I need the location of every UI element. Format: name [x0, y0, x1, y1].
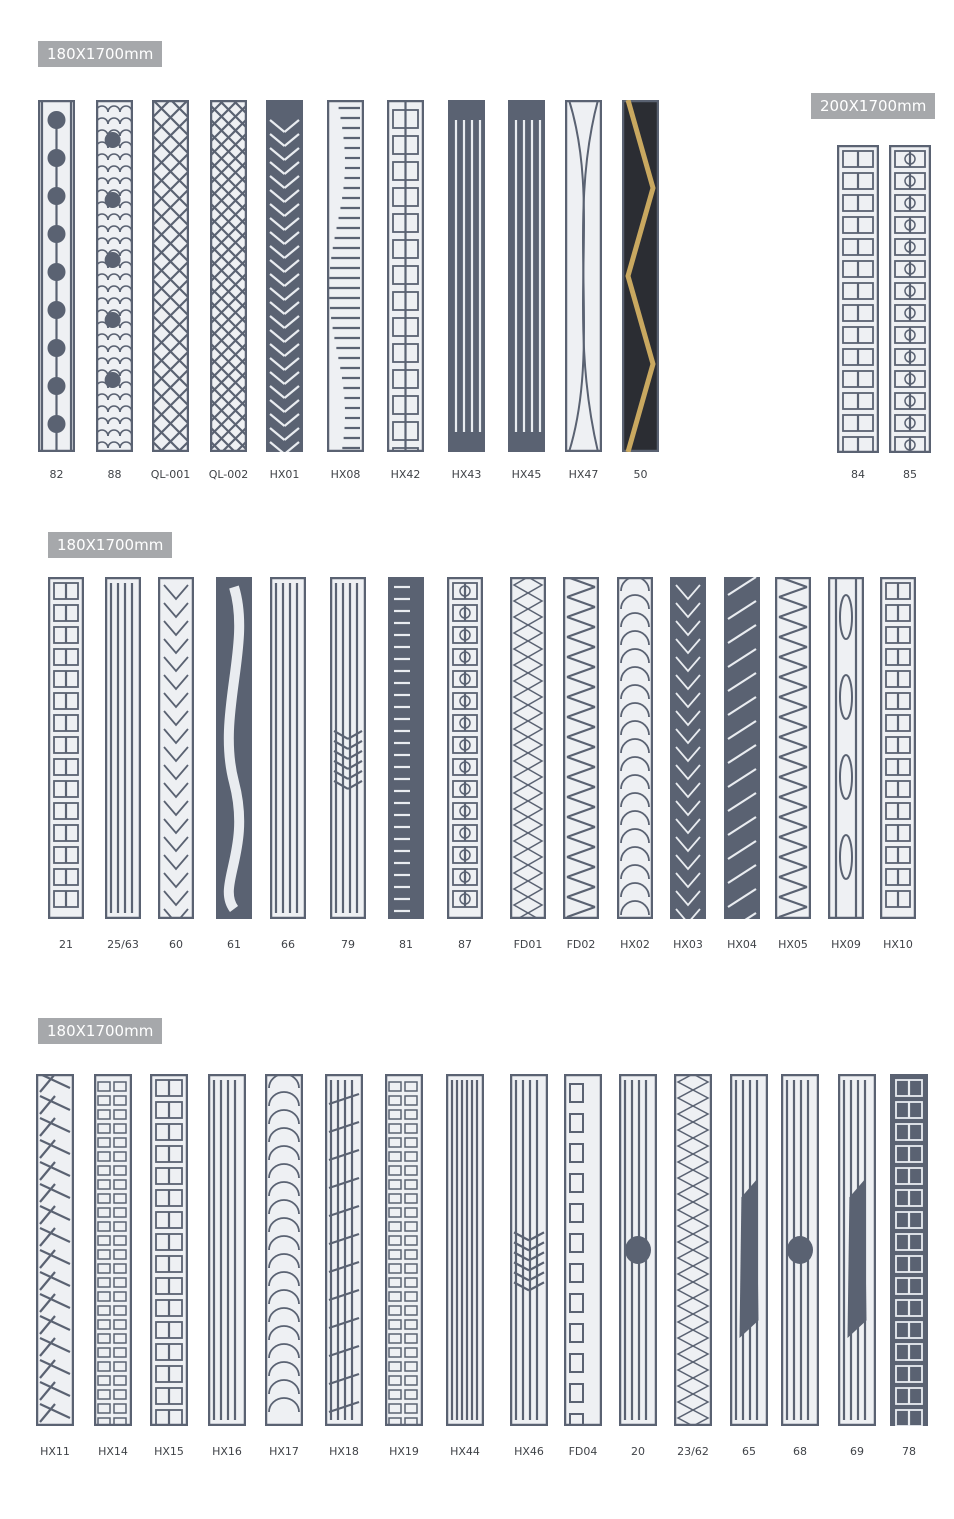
panel-hx17	[265, 1074, 303, 1426]
panel-79	[330, 577, 366, 919]
size-badge: 180X1700mm	[38, 41, 162, 67]
panel-hx04	[724, 577, 760, 919]
panel-hx10	[880, 577, 916, 919]
panel-82	[38, 100, 75, 452]
panel-hx05	[775, 577, 811, 919]
panel-code-label: 25/63	[107, 938, 139, 951]
panel-hx19	[385, 1074, 423, 1426]
panel-hx08	[327, 100, 364, 452]
panel-code-label: HX11	[40, 1445, 70, 1458]
panel-code-label: 69	[850, 1445, 864, 1458]
panel-code-label: 60	[169, 938, 183, 951]
panel-code-label: 65	[742, 1445, 756, 1458]
panel-code-label: 81	[399, 938, 413, 951]
panel-hx03	[670, 577, 706, 919]
panel-code-label: HX05	[778, 938, 808, 951]
size-badge: 180X1700mm	[48, 532, 172, 558]
panel-code-label: 23/62	[677, 1445, 709, 1458]
panel-code-label: HX10	[883, 938, 913, 951]
panel-20	[619, 1074, 657, 1426]
panel-code-label: 79	[341, 938, 355, 951]
size-badge: 180X1700mm	[38, 1018, 162, 1044]
panel-code-label: HX16	[212, 1445, 242, 1458]
panel-code-label: HX19	[389, 1445, 419, 1458]
panel-code-label: HX01	[269, 468, 300, 481]
panel-81	[388, 577, 424, 919]
panel-code-label: HX18	[329, 1445, 359, 1458]
panel-code-label: HX42	[390, 468, 421, 481]
panel-code-label: 21	[59, 938, 73, 951]
panel-23-62	[674, 1074, 712, 1426]
panel-code-label: 68	[793, 1445, 807, 1458]
panel-code-label: FD01	[513, 938, 543, 951]
panel-87	[447, 577, 483, 919]
panel-code-label: HX46	[514, 1445, 544, 1458]
panel-61	[216, 577, 252, 919]
panel-hx46	[510, 1074, 548, 1426]
panel-60	[158, 577, 194, 919]
panel-fd01	[510, 577, 546, 919]
panel-code-label: 87	[458, 938, 472, 951]
panel-69	[838, 1074, 876, 1426]
panel-code-label: HX03	[673, 938, 703, 951]
panel-85	[889, 145, 931, 453]
panel-code-label: 20	[631, 1445, 645, 1458]
panel-fd02	[563, 577, 599, 919]
panel-25-63	[105, 577, 141, 919]
panel-code-label: HX15	[154, 1445, 184, 1458]
panel-hx18	[325, 1074, 363, 1426]
panel-code-label: HX47	[568, 468, 599, 481]
size-badge: 200X1700mm	[811, 93, 935, 119]
panel-hx47	[565, 100, 602, 452]
panel-code-label: 88	[107, 468, 122, 481]
panel-code-label: HX14	[98, 1445, 128, 1458]
panel-88	[96, 100, 133, 452]
panel-ql-001	[152, 100, 189, 452]
panel-65	[730, 1074, 768, 1426]
panel-hx09	[828, 577, 864, 919]
panel-66	[270, 577, 306, 919]
panel-68	[781, 1074, 819, 1426]
panel-hx44	[446, 1074, 484, 1426]
panel-hx14	[94, 1074, 132, 1426]
panel-code-label: HX08	[330, 468, 361, 481]
panel-hx42	[387, 100, 424, 452]
panel-code-label: 85	[903, 468, 917, 481]
panel-hx16	[208, 1074, 246, 1426]
panel-code-label: 84	[851, 468, 865, 481]
panel-code-label: HX02	[620, 938, 650, 951]
panel-78	[890, 1074, 928, 1426]
panel-code-label: QL-002	[208, 468, 249, 481]
panel-hx43	[448, 100, 485, 452]
panel-84	[837, 145, 879, 453]
panel-code-label: HX44	[450, 1445, 480, 1458]
panel-ql-002	[210, 100, 247, 452]
panel-hx11	[36, 1074, 74, 1426]
panel-hx45	[508, 100, 545, 452]
panel-code-label: 50	[633, 468, 648, 481]
panel-fd04	[564, 1074, 602, 1426]
panel-50	[622, 100, 659, 452]
panel-code-label: QL-001	[150, 468, 191, 481]
panel-code-label: HX09	[831, 938, 861, 951]
panel-code-label: FD02	[566, 938, 596, 951]
panel-hx01	[266, 100, 303, 452]
panel-code-label: HX04	[727, 938, 757, 951]
panel-code-label: 66	[281, 938, 295, 951]
panel-hx02	[617, 577, 653, 919]
panel-code-label: 61	[227, 938, 241, 951]
panel-code-label: HX43	[451, 468, 482, 481]
panel-hx15	[150, 1074, 188, 1426]
panel-code-label: HX17	[269, 1445, 299, 1458]
panel-code-label: 82	[49, 468, 64, 481]
panel-code-label: FD04	[568, 1445, 598, 1458]
panel-code-label: 78	[902, 1445, 916, 1458]
panel-code-label: HX45	[511, 468, 542, 481]
panel-21	[48, 577, 84, 919]
